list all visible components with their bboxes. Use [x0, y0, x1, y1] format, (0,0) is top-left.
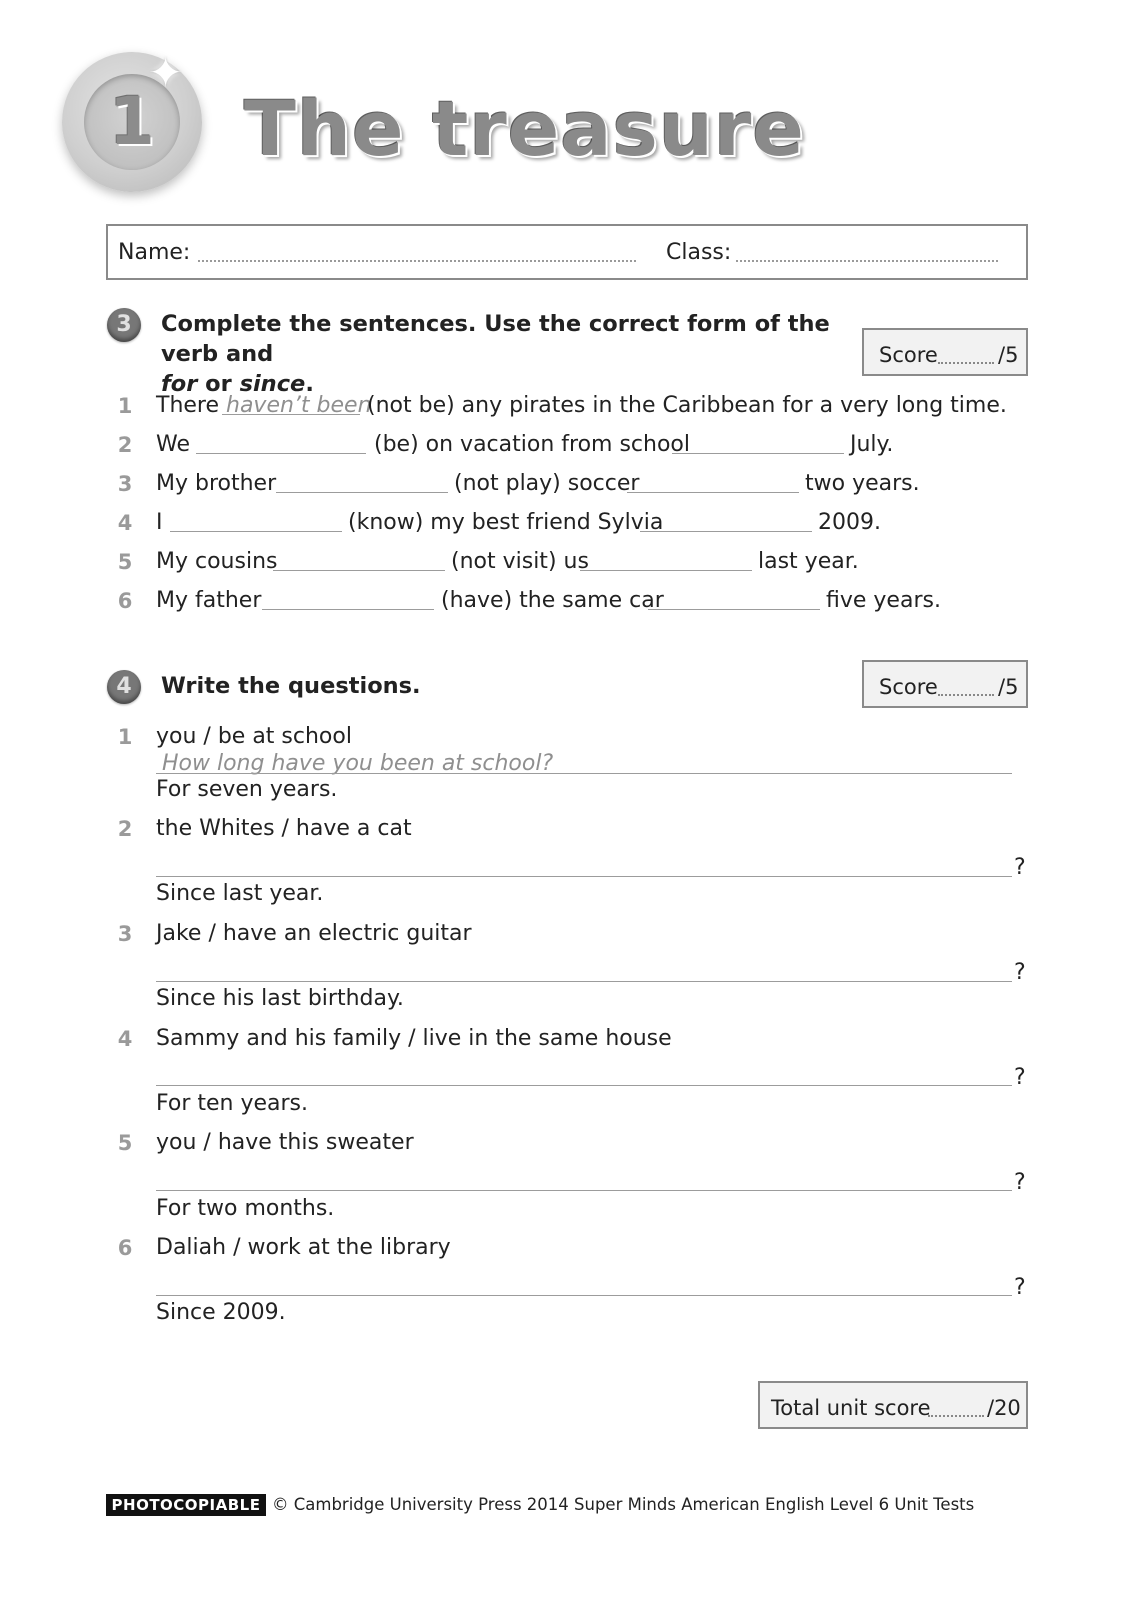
- ex4-item-number: 6: [117, 1236, 133, 1260]
- ex3-item-number: 4: [117, 511, 133, 535]
- ex4-prompt: you / be at school: [156, 724, 352, 749]
- ex3-blank: [222, 414, 360, 415]
- ex4-response: Since last year.: [156, 881, 324, 906]
- unit-number: 1: [109, 83, 155, 160]
- ex3-item-text: We: [156, 432, 190, 457]
- ex4-example-answer: How long have you been at school?: [162, 751, 554, 776]
- ex3-item-text: (not be) any pirates in the Caribbean for a very long time.: [367, 393, 1007, 418]
- question-mark: ?: [1014, 1275, 1026, 1300]
- exercise-4-number: 4: [107, 670, 141, 704]
- instruction-end: .: [305, 371, 314, 397]
- ex3-item-number: 6: [117, 589, 133, 613]
- sparkle-icon: ✦: [148, 48, 184, 97]
- score-field[interactable]: [938, 362, 994, 364]
- ex4-item-number: 1: [117, 725, 133, 749]
- ex3-example-answer: haven’t been: [226, 393, 372, 418]
- unit-title: The treasure: [244, 84, 805, 173]
- score-label: Score: [879, 675, 938, 699]
- ex4-answer-line: [156, 773, 1012, 774]
- ex3-blank[interactable]: [640, 531, 812, 532]
- ex4-prompt: Daliah / work at the library: [156, 1235, 451, 1260]
- name-field[interactable]: [198, 260, 636, 262]
- ex3-item-text: (know) my best friend Sylvia: [348, 510, 664, 535]
- name-label: Name:: [118, 240, 191, 265]
- score-max: /5: [998, 343, 1019, 367]
- ex4-item-number: 2: [117, 817, 133, 841]
- ex3-item-text: two years.: [805, 471, 920, 496]
- ex4-prompt: you / have this sweater: [156, 1130, 414, 1155]
- ex4-answer-line[interactable]: [156, 876, 1012, 877]
- ex4-answer-line[interactable]: [156, 1190, 1012, 1191]
- ex4-answer-line[interactable]: [156, 981, 1012, 982]
- score-label: Score: [879, 343, 938, 367]
- ex3-blank[interactable]: [273, 570, 445, 571]
- score-field[interactable]: [938, 694, 994, 696]
- ex3-item-number: 2: [117, 433, 133, 457]
- ex3-item-text: My father: [156, 588, 262, 613]
- photocopiable-badge: PHOTOCOPIABLE: [106, 1494, 266, 1516]
- ex4-item-number: 5: [117, 1131, 133, 1155]
- unit-badge: [62, 48, 202, 192]
- ex3-item-text: last year.: [758, 549, 859, 574]
- question-mark: ?: [1014, 1170, 1026, 1195]
- ex3-item-text: five years.: [826, 588, 941, 613]
- ex3-item-number: 3: [117, 472, 133, 496]
- ex3-item-text: My brother: [156, 471, 277, 496]
- ex3-blank[interactable]: [170, 531, 342, 532]
- exercise-3-number: 3: [107, 308, 141, 342]
- ex4-response: For seven years.: [156, 777, 338, 802]
- instruction-or: or: [197, 371, 240, 397]
- question-mark: ?: [1014, 1065, 1026, 1090]
- exercise-4-instruction: Write the questions.: [161, 673, 421, 699]
- ex4-answer-line[interactable]: [156, 1295, 1012, 1296]
- ex4-prompt: the Whites / have a cat: [156, 816, 412, 841]
- instruction-line1: Complete the sentences. Use the correct form of the verb and: [161, 311, 830, 367]
- instruction-for: for: [161, 371, 198, 397]
- total-score-max: /20: [987, 1396, 1021, 1420]
- ex3-item-text: 2009.: [818, 510, 881, 535]
- question-mark: ?: [1014, 855, 1026, 880]
- ex4-response: For ten years.: [156, 1091, 309, 1116]
- class-label: Class:: [666, 240, 732, 265]
- score-max: /5: [998, 675, 1019, 699]
- ex4-prompt: Sammy and his family / live in the same house: [156, 1026, 672, 1051]
- ex3-item-text: My cousins: [156, 549, 278, 574]
- ex3-item-number: 5: [117, 550, 133, 574]
- ex3-item-number: 1: [117, 394, 133, 418]
- total-score-field[interactable]: [928, 1415, 984, 1417]
- ex3-blank[interactable]: [627, 492, 799, 493]
- ex3-item-text: (have) the same car: [441, 588, 664, 613]
- exercise-4-score-box: [862, 660, 1028, 708]
- ex3-item-text: I: [156, 510, 163, 535]
- ex3-item-text: (be) on vacation from school: [374, 432, 690, 457]
- instruction-since: since: [239, 371, 306, 397]
- ex3-blank[interactable]: [648, 609, 820, 610]
- ex3-blank[interactable]: [196, 453, 366, 454]
- ex4-item-number: 3: [117, 922, 133, 946]
- ex4-prompt: Jake / have an electric guitar: [156, 921, 472, 946]
- ex4-response: Since his last birthday.: [156, 986, 404, 1011]
- ex4-response: Since 2009.: [156, 1300, 286, 1325]
- ex4-item-number: 4: [117, 1027, 133, 1051]
- ex3-blank[interactable]: [580, 570, 752, 571]
- ex4-response: For two months.: [156, 1196, 335, 1221]
- ex3-item-text: (not play) soccer: [454, 471, 640, 496]
- ex3-item-text: (not visit) us: [451, 549, 589, 574]
- total-score-label: Total unit score: [771, 1396, 931, 1420]
- name-class-box: [106, 224, 1028, 280]
- ex3-blank[interactable]: [276, 492, 448, 493]
- copyright-text: © Cambridge University Press 2014 Super Minds American English Level 6 Unit Tests: [272, 1495, 975, 1514]
- ex3-blank[interactable]: [672, 453, 844, 454]
- exercise-3-instruction: [161, 309, 861, 399]
- question-mark: ?: [1014, 960, 1026, 985]
- exercise-3-score-box: [862, 328, 1028, 376]
- ex3-item-text: There: [156, 393, 220, 418]
- class-field[interactable]: [736, 260, 998, 262]
- ex4-answer-line[interactable]: [156, 1085, 1012, 1086]
- total-score-box: [758, 1381, 1028, 1429]
- ex3-item-text: July.: [850, 432, 894, 457]
- ex3-blank[interactable]: [262, 609, 434, 610]
